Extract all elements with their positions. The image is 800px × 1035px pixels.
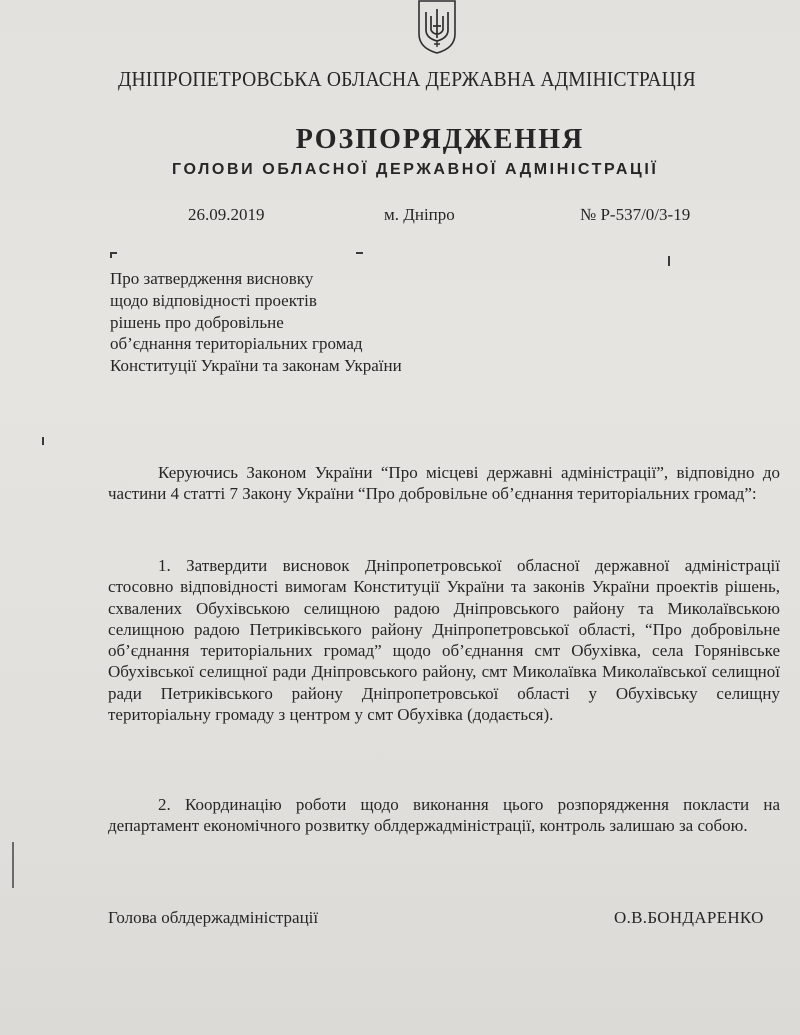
margin-line	[12, 842, 14, 888]
document-date: 26.09.2019	[188, 205, 265, 224]
signatory-name: О.В.БОНДАРЕНКО	[614, 908, 764, 927]
subject-line: Конституції України та законам України	[110, 356, 402, 376]
issuer-line: ГОЛОВИ ОБЛАСНОЇ ДЕРЖАВНОЇ АДМІНІСТРАЦІЇ	[172, 161, 659, 178]
document-subject	[110, 268, 490, 377]
subject-line: щодо відповідності проектів	[110, 290, 317, 310]
signatory-title: Голова облдержадміністрації	[108, 908, 319, 927]
corner-mark-right	[356, 252, 363, 254]
coat-of-arms-icon	[416, 0, 458, 54]
margin-dot	[42, 437, 44, 445]
document-city: м. Дніпро	[384, 205, 455, 224]
corner-mark-far-right	[668, 256, 670, 266]
item-1-paragraph: 1. Затвердити висновок Дніпропетровської обласної державної адміністрації стосовно відповідності вимогам Конституції України та законів України проектів рішень, схвалених Обухівською селищною радою Дніпровського району та Миколаївською селищною радою Петриківського району Дніпропетровської області, “Про добровільне об’єднання територіальних громад” щодо об’єднання смт Обухівка, села Горянівське Обухівської селищної ради Дніпровського району, смт Миколаївка Миколаївської селищної ради Петриківського району Дніпропетровської області у Обухівську селищну територіальну громаду з центром у смт Обухівка (додається).	[108, 556, 780, 725]
document-number: № Р-537/0/3-19	[580, 205, 691, 224]
intro-paragraph: Керуючись Законом України “Про місцеві державні адміністрації”, відповідно до частини 4 статті 7 Закону України “Про добровільне об’єднання територіальних громад”:	[108, 463, 780, 504]
subject-line: рішень про добровільне	[110, 312, 284, 332]
corner-mark-left-tick	[110, 252, 112, 258]
subject-line: Про затвердження висновку	[110, 269, 314, 288]
subject-line: об’єднання територіальних громад	[110, 334, 363, 354]
organization-name: ДНІПРОПЕТРОВСЬКА ОБЛАСНА ДЕРЖАВНА АДМІНІСТРАЦІЯ	[118, 67, 696, 91]
document-type: РОЗПОРЯДЖЕННЯ	[295, 124, 585, 155]
item-2-paragraph: 2. Координацію роботи щодо виконання цього розпорядження покласти на департамент економічного розвитку облдержадміністрації, контроль залишаю за собою.	[108, 795, 780, 836]
